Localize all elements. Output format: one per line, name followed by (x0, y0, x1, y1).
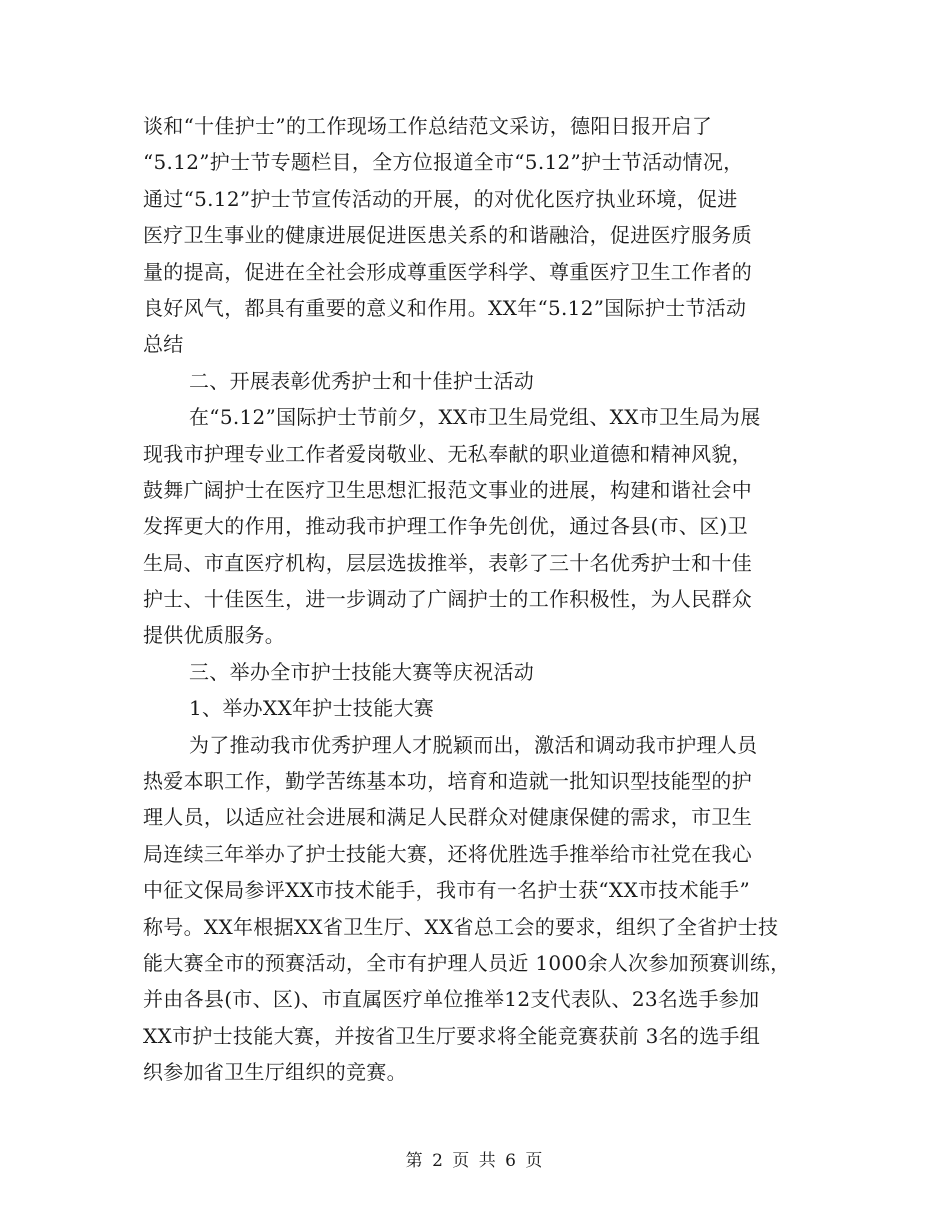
text-line: 局连续三年举办了护士技能大赛，还将优胜选手推举给市社党在我心 (143, 841, 752, 866)
text-line: 良好风气，都具有重要的意义和作用。XX年“5.12”国际护士节活动 (143, 295, 747, 320)
text-line: 发挥更大的作用，推动我市护理工作争先创优，通过各县(市、区)卫 (143, 514, 748, 539)
text-line: 热爱本职工作，勤学苦练基本功，培育和造就一批知识型技能型的护 (143, 769, 752, 794)
text-line: 织参加省卫生厅组织的竞赛。 (143, 1060, 407, 1085)
text-line: XX市护士技能大赛，并按省卫生厅要求将全能竞赛获前 3名的选手组 (143, 1023, 761, 1048)
text-line: 生局、市直医疗机构，层层选拔推举，表彰了三十名优秀护士和十佳 (143, 550, 752, 575)
text-line: 总结 (143, 332, 184, 357)
text-line: 护士、十佳医生，进一步调动了广阔护士的工作积极性，为人民群众 (143, 587, 752, 612)
text-line: 在“5.12”国际护士节前夕，XX市卫生局党组、XX市卫生局为展 (189, 405, 761, 430)
text-line: 医疗卫生事业的健康进展促进医患关系的和谐融洽，促进医疗服务质 (143, 223, 752, 248)
text-line: 理人员，以适应社会进展和满足人民群众对健康保健的需求，市卫生 (143, 805, 752, 830)
text-line: 现我市护理专业工作者爱岗敬业、无私奉献的职业道德和精神风貌， (143, 441, 752, 466)
section-heading: 三、举办全市护士技能大赛等庆祝活动 (189, 659, 535, 684)
document-body (143, 108, 823, 1091)
text-line: 为了推动我市优秀护理人才脱颖而出，激活和调动我市护理人员 (189, 732, 758, 757)
text-line: 谈和“十佳护士”的工作现场工作总结范文采访，德阳日报开启了 (143, 114, 713, 138)
page-number-footer: 第 2 页 共 6 页 (405, 1151, 545, 1171)
text-line: 能大赛全市的预赛活动，全市有护理人员近 1000余人次参加预赛训练， (143, 950, 791, 975)
subsection-heading: 1、举办XX年护士技能大赛 (189, 696, 435, 721)
text-line: 称号。XX年根据XX省卫生厅、XX省总工会的要求，组织了全省护士技 (143, 914, 779, 939)
text-line: “5.12”护士节专题栏目，全方位报道全市“5.12”护士节活动情况， (143, 150, 744, 175)
text-line: 提供优质服务。 (143, 623, 286, 648)
text-line: 通过“5.12”护士节宣传活动的开展，的对优化医疗执业环境，促进 (143, 186, 738, 211)
text-line: 鼓舞广阔护士在医疗卫生思想汇报范文事业的进展，构建和谐社会中 (143, 477, 752, 502)
text-line: 量的提高，促进在全社会形成尊重医学科学、尊重医疗卫生工作者的 (143, 259, 752, 284)
text-line: 并由各县(市、区)、市直属医疗单位推举12支代表队、23名选手参加 (143, 987, 760, 1012)
section-heading: 二、开展表彰优秀护士和十佳护士活动 (189, 368, 535, 393)
text-line: 中征文保局参评XX市技术能手，我市有一名护士获“XX市技术能手” (143, 878, 751, 903)
